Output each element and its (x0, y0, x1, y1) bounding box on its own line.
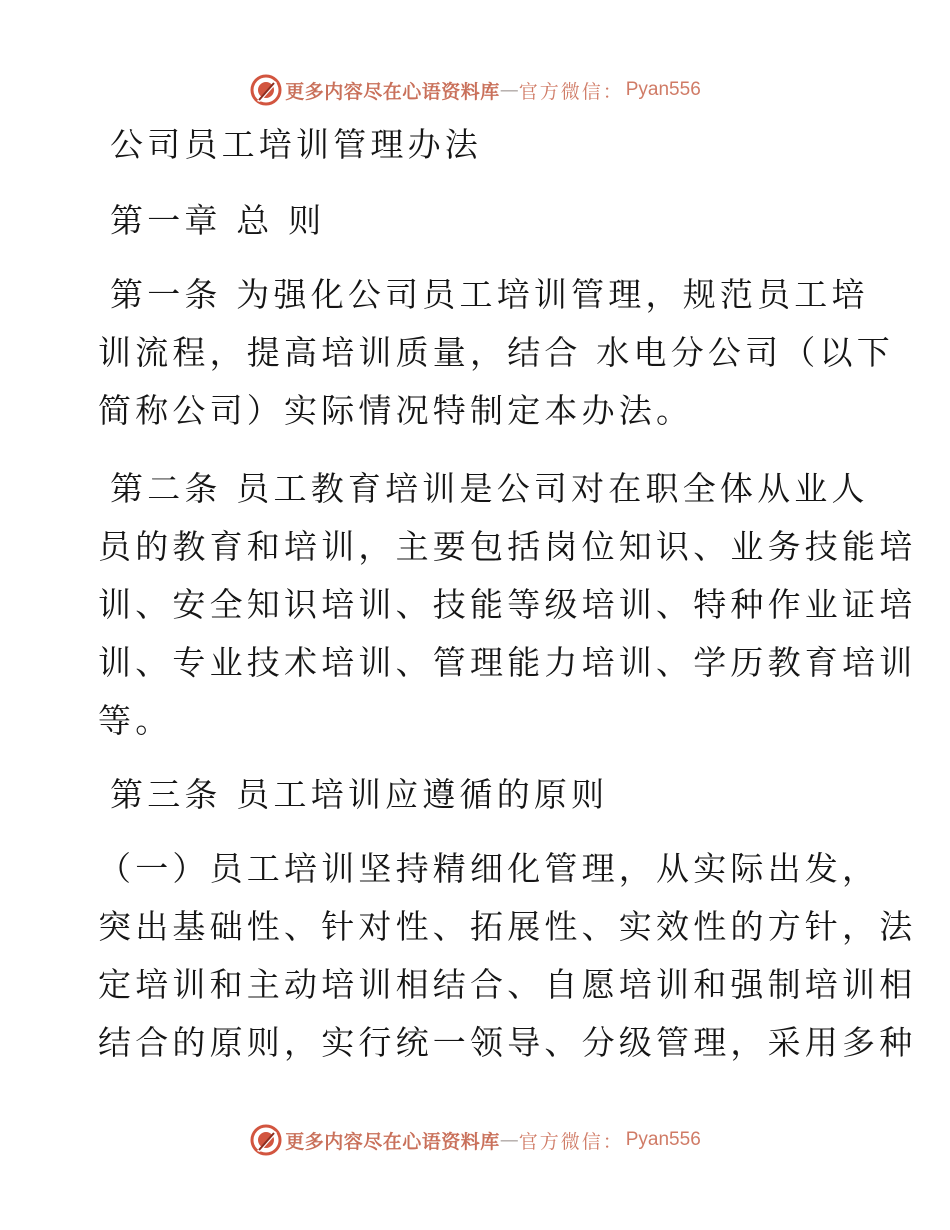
official-label: 官方微信： (518, 80, 624, 103)
site-name: 更多内容尽在心语资料库 (285, 80, 500, 103)
chapter-heading: 第一章 总 则 (110, 201, 326, 240)
clause-1-line-2: 突出基础性、针对性、拓展性、实效性的方针，法 (98, 907, 917, 946)
article-1-line-1: 第一条 为强化公司员工培训管理，规范员工培 (110, 275, 869, 314)
article-2-line-2: 员的教育和培训，主要包括岗位知识、业务技能培 (98, 527, 917, 566)
document-title: 公司员工培训管理办法 (110, 125, 482, 164)
document-body (98, 116, 917, 1072)
quill-logo-icon (249, 73, 283, 107)
article-2-line-3: 训、安全知识培训、技能等级培训、特种作业证培 (98, 585, 917, 624)
wechat-id: Pyan556 (625, 79, 701, 100)
banner-separator: — (499, 1129, 519, 1151)
banner-separator: — (499, 79, 519, 101)
article-2-line-1: 第二条 员工教育培训是公司对在职全体从业人 (110, 469, 869, 508)
site-name: 更多内容尽在心语资料库 (285, 1130, 500, 1153)
clause-1-line-3: 定培训和主动培训相结合、自愿培训和强制培训相 (98, 965, 917, 1004)
article-2-line-5: 等。 (98, 701, 173, 740)
article-1-line-2: 训流程，提高培训质量，结合 水电分公司（以下 (98, 333, 894, 372)
official-label: 官方微信： (518, 1130, 624, 1153)
wechat-id: Pyan556 (625, 1129, 701, 1150)
article-1-line-3: 简称公司）实际情况特制定本办法。 (98, 391, 694, 430)
footer-watermark-banner (0, 1120, 950, 1160)
quill-logo-icon (249, 1123, 283, 1157)
article-2-line-4: 训、专业技术培训、管理能力培训、学历教育培训 (98, 643, 917, 682)
clause-1-line-1: （一）员工培训坚持精细化管理，从实际出发， (98, 849, 880, 888)
header-watermark-banner (0, 70, 950, 110)
clause-1-line-4: 结合的原则，实行统一领导、分级管理，采用多种 (98, 1023, 917, 1062)
article-3-heading: 第三条 员工培训应遵循的原则 (110, 775, 609, 814)
